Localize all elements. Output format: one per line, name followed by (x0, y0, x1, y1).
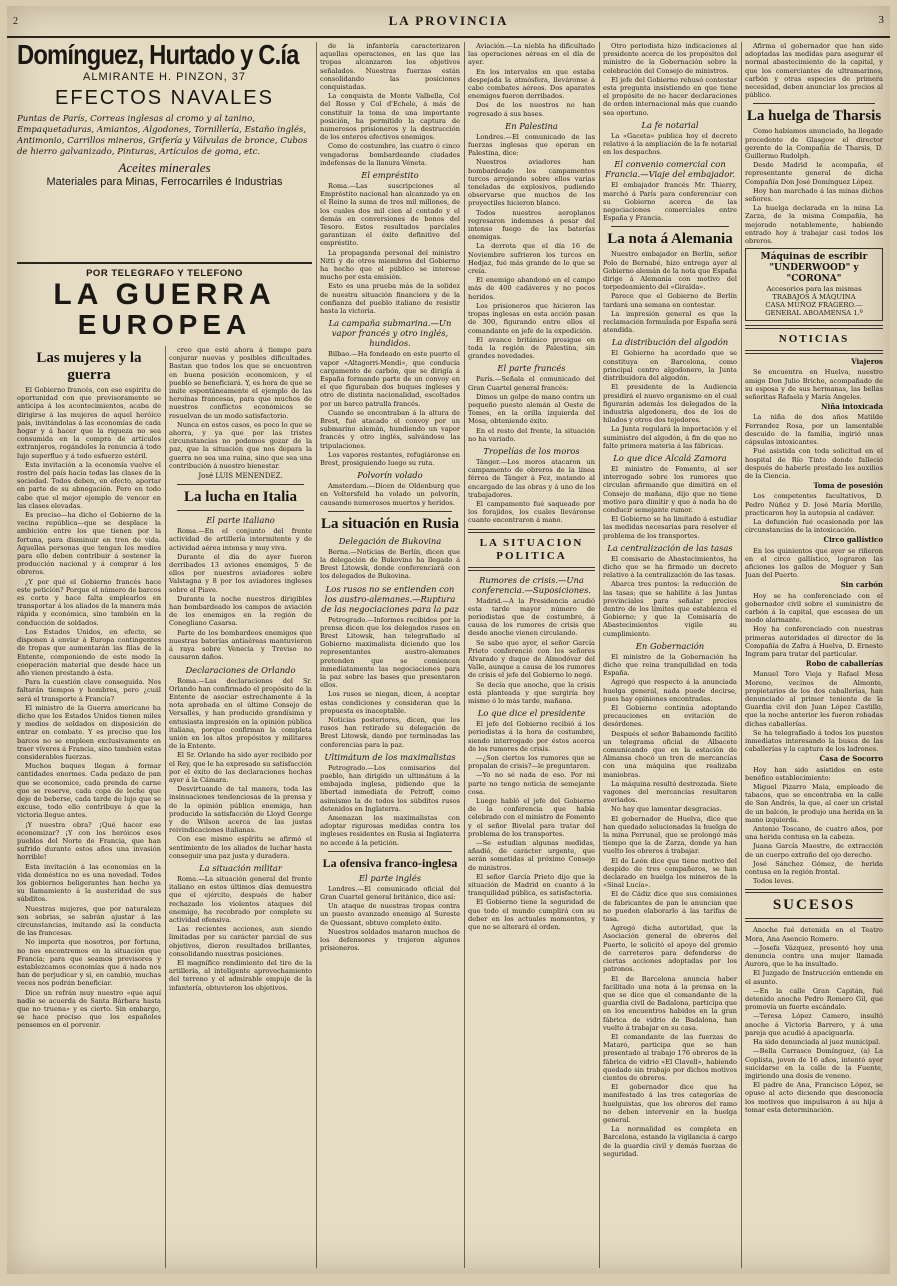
headline-nota-alemania: La nota á Alemania (607, 231, 733, 248)
subhead-convenio-comercial: El convenio comercial con Francia.—Viaje del embajador. (604, 159, 736, 180)
paragraph: El campamento fué saqueado por los forajidos, los cuales lleváronse cuanto encontraron á mano. (468, 499, 595, 525)
ad-box-line2: CASA MUÑOZ FRAGERO.—GENERAL ABOAMENSA 1.º (765, 301, 863, 318)
advertisement-dominguez-hurtado (17, 40, 312, 255)
banner-line-1: LA GUERRA (53, 278, 276, 311)
paragraph: Nuestros aviadores han bombardeado los campamentos turcos arrojando sobre ellos varias toneladas de explosivos, pudiendo observarse que muchos de los proyectiles hicieron blanco. (468, 158, 595, 208)
paragraph: El Gobierno francés, con ese espíritu de oportunidad con que previsoramente se anticipa á los acontecimientos, acaba de dirigirse á las mujeres de aquel heróico país, invitándolas á las economías de cada hogar y á hacer que la riqueza no sea consumida en la compra de artículos extranjeros, rogándoles la renuncia á todo lujo superfluo y á todo esfuerzo estéril. (17, 386, 161, 460)
subhead-campana-submarina: La campaña submarina.—Un vapor francés y otro inglés, hundidos. (328, 318, 452, 349)
paragraph: Después el señor Bahamonde facilitó un telegrama oficial de Albacete comunicando que en la estación de Almansa chocó un tren de mercancías con una máquina que realizaba maniobras. (603, 729, 737, 779)
separator (745, 350, 883, 354)
subhead-tasas: La centralización de las tasas (607, 542, 733, 553)
column-rule (599, 42, 600, 1268)
paragraph: Hoy han sido asistidos en este benéfico establecimiento: (745, 765, 883, 782)
headline-lucha-italia: La lucha en Italia (184, 489, 297, 506)
page-number-right: 3 (878, 14, 884, 26)
paragraph: Hoy se ha conferenciado con el gobernador civil sobre el suministro de carbón á la capital, que escasea de un modo alarmante. (745, 591, 883, 625)
banner-la-guerra-europea (17, 280, 312, 340)
subhead-casa-socorro: Casa de Socorro (819, 754, 883, 764)
column-rule (464, 42, 465, 1268)
paragraph: Parece que el Gobierno de Berlín tardará una semana en contestar. (603, 292, 737, 309)
paragraph: Todos leves. (753, 877, 794, 886)
paragraph: Como de costumbre, las cuatro ó cinco vengadoras bombardeando ciudades indefensas de la llanura Véneta. (320, 142, 460, 167)
paragraph: En los quinientos que ayer se riñeron en el circo gallístico, lograron las aficiones los gallos de Moguer y San Juan del Puerto. (745, 546, 883, 580)
paragraph: Fué asistida con toda solicitud en el hospital de Río Tinto donde falleció después de haberle prestado los auxilios de la Ciencia. (745, 447, 883, 480)
separator (745, 889, 883, 893)
paragraph: Nunca en estos casos, es poco lo que se ahorra, y ya que por las tristes circunstancias no podemos gozar de la paz, que la situación que nos depara la guerra no sea una ruina, sino que sea una contribución á nuestro bienestar. (169, 420, 312, 470)
paragraph: —Bella Carrasco Domínguez, (a) La Coplista, joven de 16 años, intentó ayer suicidarse en la calle de la Fuente, ingiriendo una dosis de veneno. (745, 1047, 883, 1080)
separator (468, 567, 595, 571)
paragraph: El gobernador de Huelva, dice que han quedado solucionadas la huelga de la mina Perrunal, que se prolongó más tiempo que la de Zarza, donde ya han vuelto los obreros á trabajar. (603, 814, 737, 856)
paragraph: El jefe del Gobierno recibió á los periodistas á la hora de costumbre, siendo interrogado por éstos acerca de los rumores de crisis. (468, 720, 595, 753)
advertisement-maquinas-escribir (745, 248, 883, 321)
headline-huelga-tharsis: La huelga de Tharsis (746, 108, 882, 125)
column-6 (745, 42, 883, 1270)
paragraph: El de Cádiz dice que sus comisiones de fabricantes de pan le anuncian que no pueden elaborarlo á las tarifas de tasa. (603, 890, 737, 924)
subhead-parte-italiano: El parte italiano (206, 515, 275, 526)
subhead-situacion-militar: La situación militar (199, 862, 282, 873)
paragraph: En el resto del frente, la situación no ha variado. (468, 426, 595, 443)
paragraph: Manuel Toro Vieja y Rafael Mesa Moreno, vecinos de Almonte, propietarios de los dos caballerías, han denunciado al primer teniente de la Guardia civil don Juan López Castillo, que la noche anterior les fueron robadas dichas caballerías. (745, 670, 883, 728)
subhead-ultimatum: Ultimátum de los maximalistas (324, 751, 456, 762)
subhead-fe-notarial: La fe notarial (641, 119, 699, 130)
paragraph: Los rusos se niegan, dicen, á aceptar estas condiciones y consideran que la propuesta es inaceptable. (320, 690, 460, 715)
paragraph: No hay que lamentar desgracias. (611, 805, 722, 814)
paragraph: El magnífico rendimiento del tiro de la artillería, al inteligente aprovechamiento del terreno y el admirable empuje de la infantería, obtuvieron los objetivos. (169, 959, 312, 992)
paragraph: El Gobierno tiene la seguridad de que todo el mundo cumplirá con su deber en los actuales momentos, y que no se alterará el orden. (468, 898, 595, 932)
article-body (17, 386, 161, 1030)
paragraph: —Se estudian algunas medidas, añadió, de carácter urgente, que serán sometidas al próximo Consejo de ministros. (468, 839, 595, 872)
paragraph: Los prisioneros que hicieron las tropas inglesas en esta acción pasan de 300, figurando entre ellos el comandante en jefe de la expedición. (468, 301, 595, 335)
paragraph: El Gobierno continúa adoptando precauciones en evitación de desórdenes. (603, 704, 737, 729)
paragraph: La huelga declarada en la mina La Zarza, de la misma Compañía, ha mejorado notablemente, habiendo entrado hoy á trabajar casi todos los obreros. (745, 204, 883, 246)
paragraph: La Junta regulará la importación y el suministro del algodón, á fin de que no falte primera materia á las fábricas. (603, 425, 737, 450)
paragraph: Roma.—Las suscripciones al Empréstito nacional han alcanzado ya en el Reino la suma de tres mil millones, de los cuales dos mil cien al contado y el demás en conversiones de bonos del Tesoro. Estos resultados parciales garantizan el éxito definitivo del empréstito. (320, 182, 460, 248)
column-rule (316, 42, 317, 1268)
paragraph: ¿Y por qué el Gobierno francés hace este petición? Porque el número de barcos es corto y hace falta emplearlos en transportar á los aliados de la manera más rápida y económica, sino también en la conducción de soldados. (17, 577, 161, 627)
paragraph: José Sánchez Gómez, de herida contusa en la región frontal. (745, 859, 883, 877)
paragraph: Miguel Pizarro Maia, empleado de tabacos, que se encontraba en la calle de San Andrés, la que, al caer un cristal de un balcón, le produjo una herida en la mano izquierda. (745, 783, 883, 824)
paragraph: La «Gaceta» publica hoy el decreto relativo á la ampliación de la fe notarial en los despachos. (603, 131, 737, 157)
paragraph: El padre de Ana, Francisco López, se opuso al acto diciendo que desconocía los motivos que impulsaron á su hija á tomar esta determinación. (745, 1081, 883, 1114)
paragraph: Nuestros soldados mataron muchos de los defensores y trajeron algunos prisioneros. (320, 927, 460, 953)
column-2 (169, 346, 312, 1270)
paragraph: Otro periodista hizo indicaciones al presidente acerca de los propósitos del ministro de la Gobernación sobre la celebración del Consejo de ministros. (603, 42, 737, 75)
paragraph: Bilbao.—Ha fondeado en este puerto el vapor «Altagorri-Mendi», que conducía cargamento de carbón, que se dirigía á España formando parte de un convoy en el que figuraban dos buques ingleses y otro de distinta nacionalidad, escoltados por un barco patrulla francés. (320, 350, 460, 408)
column-5 (603, 42, 737, 1270)
separator (328, 511, 452, 512)
ad-box-sub: Accesorios para las mismas (766, 285, 862, 294)
paragraph: El jefe del Gobierno rehusó contestar esta pregunta insistiendo en que tiene el propósito de no hacer declaraciones de orden internacional más que cuando sea oportuno. (603, 75, 737, 117)
page-number-left: 2 (13, 16, 18, 27)
newspaper-title: LA PROVINCIA (388, 13, 509, 28)
paragraph: Los competentes facultativos, D. Pedro Núñez y D. José María Morillo, practicaron hoy la autopsia al cadáver. (745, 492, 883, 517)
paragraph: Los Estados Unidos, en efecto, se disponen á enviar á Europa contingentes de tropas que aumentarán las filas de la Entente, componiendo de este modo la cooperación material que desde hace un año vienen prestando á ésta. (17, 627, 161, 677)
paragraph: Roma.—En el conjunto del frente actividad de artillería intermitente y de actividad aérea intensa y muy viva. (169, 527, 312, 552)
paragraph: Cuando se encontraban á la altura de Brest, fué atacado el convoy por un submarino alemán, hundiendo un vapor francés y otro inglés, salvándose las tripulaciones. (320, 408, 460, 450)
paragraph: ¡Y nuestra obra? ¡Qué hacer ese economizar? ¡Y con los heróicos esos pueblos del Norte de Francia, que han sufrido durante estos años una invasión horrible! (17, 820, 161, 862)
section-label-telegrafo: POR TELEGRAFO Y TELEFONO (17, 262, 312, 279)
subhead-parte-frances: El parte francés (497, 363, 566, 374)
paragraph: Noticias posteriores, dicen, que los rusos han retirado su delegación de Brest Litowsk, dando por terminadas las conferencias para la paz. (320, 716, 460, 749)
paragraph: creo que esté ahora á tiempo para conjurar nuevas y posibles dificultades. Bastan que todos los que se encuentren en buena posición economicen, y el pueblo se beneficiará. Y, es hora de que se imite espontáneamente el ejemplo de las heroínas francesas, para que muchos de nuestros conflictos económicos se resuelvan de un modo satisfactorio. (169, 346, 312, 420)
paragraph: Durante la noche nuestros dirigibles han bombardeado los campos de aviación de los enemigos en la región de Conegliano Casarsa. (169, 594, 312, 628)
paragraph: El Juzgado de Instrucción entiende en el asunto. (745, 969, 883, 986)
paragraph: El de Barcelona anuncia haber facilitado una nota á la prensa en la que se dice que el comandante de la guardia civil de Badalona, participa que en los encuentros habidos en la gran fábrica de vidrio de Badalona, han vuelto á trabajar en su casa. (603, 974, 737, 1032)
headline-situacion-rusia: La situación en Rusia (321, 515, 459, 532)
paragraph: Roma.—Las declaraciones del Sr. Orlando han confirmado el propósito de la Entente de asociar estrechamente á la nota aprobada en el último Consejo de Versalles, y han producido grandísima y entusiasta impresión en la opinión pública italiana, porque confirman la completa unión en los altos propósitos y militares de la Entente. (169, 676, 312, 751)
paragraph: Agregó dicha autoridad, que la Asociación general de obreros del Puerto, le solicitó el apoyo del gremio de carreteros para defenderse de ciertas acciones adoptadas por los patronos. (603, 924, 737, 974)
column-rule (741, 42, 742, 1268)
subhead-viajeros: Viajeros (851, 357, 883, 367)
paragraph: Es preciso—ha dicho el Gobierno de la vecina república—que se desplace la ambición entre los que tienen por la fortuna, para disminuir en tren de vida. Aquellas personas que tengan los medios para ello deben contribuir á sostener la producción nacional y á comprar á los obreros. (17, 511, 161, 577)
column-rule (165, 346, 166, 1268)
paragraph: El comandante de las fuerzas de Mataró, participa que se han presentado al trabajo 176 obreros de la fábrica de vidrio «El Clavell», habiendo quedado sin trabajo por dichos motivos cientos de obreros. (603, 1032, 737, 1082)
paragraph: Amsterdam.—Dicen de Oldenburg que en Voltersfeld ha volado un polvorín, causando numerosos muertos y heridos. (320, 482, 460, 507)
paragraph: Antonio Toscano, de cuatro años, por una herida contusa en la cabeza. (745, 825, 883, 842)
paragraph: Luego habló el jefe del Gobierno de la conferencia que había celebrado con el ministro de Fomento y el señor Bivelal para tratar del problema de los transportes. (468, 797, 595, 838)
column-1 (17, 346, 161, 1270)
paragraph: Parte de los bombardeos enemigos que nuestras baterías antiaéreas mantuvieron á raya sobre Venecia y Treviso no causaron daños. (169, 628, 312, 662)
ad-materiales: Materiales para Minas, Ferrocarriles é Industrias (46, 176, 283, 188)
separator (468, 529, 595, 533)
paragraph: Dos de los nuestros no han regresado á sus bases. (468, 101, 595, 118)
paragraph: Un ataque de nuestras tropas contra un puesto avanzado enemigo al Sureste de Quessant, obtuvo completo éxito. (320, 902, 460, 927)
headline-sucesos: SUCESOS (772, 897, 856, 914)
paragraph: Juana García Maestre, de extracción de un cuerpo extraño del ojo derecho. (745, 842, 883, 859)
paragraph: Con ese mismo espíritu se afirmó el sentimiento de los aliados de luchar hasta conseguir una paz justa y duradera. (169, 835, 312, 860)
subhead-rumores-crisis: Rumores de crisis.—Una conferencia.—Suposiciones. (471, 574, 592, 595)
ad-aceites: Aceites minerales (118, 160, 211, 175)
subhead-tropelias-moros: Tropelías de los moros (483, 445, 580, 456)
subhead-rusos: Los rusos no se entienden con los austro-alemanes.—Ruptura de las negociaciones para la paz (321, 583, 459, 614)
paragraph: La defunción fué ocasionada por las circunstancias de la intoxicación. (745, 517, 883, 535)
paragraph: Londres.—El comunicado oficial del Gran Cuartel general británico, dice así: (320, 884, 460, 902)
ad-box-title: Máquinas de escribir "UNDERWOOD" y "CORONA" (760, 252, 868, 285)
paragraph: La propaganda personal del ministro Nitti y de otros miembros del Gobierno ha hecho que el público se interese mucho por esta emisión. (320, 248, 460, 282)
paragraph: El Gobierno ha acordado que se constituya en Barcelona, como principal centro algodonero, la Junta distribuidora del algodón. (603, 349, 737, 383)
paragraph: Hoy ha conferenciado con nuestras primeras autoridades el director de la Compañía de Zafra á Huelva, D. Ernesto Ingram para tratar del particular. (745, 625, 883, 658)
paragraph: Tánger.—Los moros atacaron un campamento de obreros de la línea férrea de Tánger á Fez, matando al encargado de las obras y á uno de los trabajadores. (468, 457, 595, 499)
paragraph: Durante el día de ayer fueron derribados 13 aviones enemigos, 5 de ellos por nuestros aviadores sobre Valstagna y 8 por los aviadores ingleses sobre el Piave. (169, 552, 312, 594)
paragraph: Esto es una prueba más de la solidez de nuestra situación financiera y de la confianza del pueblo italiano de resistir hasta la victoria. (320, 282, 460, 316)
paragraph: El ministro de la Gobernación ha dicho que reina tranquilidad en toda España. (603, 652, 737, 678)
paragraph: La niña de dos años Matilde Ferrandez Rosa, por un lamentable descuido de la familia, ingirió unas cápsulas intoxicantes. (745, 413, 883, 447)
paragraph: Desde Madrid le acompaña, el representante general de dicha Compañía Don José Domínguez López. (745, 161, 883, 186)
paragraph: Se decía que anoche, que la crisis está planteada y que surgiría hoy mismo ó lo más tarde, mañana. (468, 680, 595, 705)
subhead-gobernacion: En Gobernación (635, 640, 705, 651)
paragraph: —Josefa Vázquez, presentó hoy una denuncia contra una mujer llamada Aurora, que le ha insultado. (745, 943, 883, 969)
paragraph: Dimos un golpe de mano contra un pequeño puesto alemán al Oeste de Tomes, en la orilla izquierda del Mosa, obteniendo éxito. (468, 392, 595, 426)
paragraph: Ha sido denunciada al juez municipal. (753, 1038, 881, 1047)
signature: José LUIS MENENDEZ. (198, 472, 283, 481)
paragraph: Los vapores restantes, refugiáronse en Brest, prosiguiendo luego su ruta. (320, 450, 460, 467)
separator (745, 325, 883, 329)
paragraph: Se ha telegrafiado á todos los puestos inmediatos interesando la busca de las caballerías y la captura de los ladrones. (745, 728, 883, 754)
paragraph: —¿Son ciertos los rumores que se propalan de crisis?—le preguntaron. (468, 754, 595, 771)
paragraph: El presidente de la Audiencia presidirá el nuevo organismo en el cual figurarán además los delegados de la industria algodonera, dos de los de hilados y otros dos tejedores. (603, 383, 737, 425)
paragraph: La máquina resultó destrozada. Siete vagones del mercancías resultaron averiados. (603, 779, 737, 805)
headline-situacion-politica: LA SITUACION POLITICA (479, 536, 584, 562)
paragraph: La impresión general es que la reclamación formulada por España será atendida. (603, 309, 737, 335)
subhead-orlando: Declaraciones de Orlando (185, 664, 296, 675)
paragraph: Petrogrado.—Los comisarios del pueblo, han dirigido un ultimátum á la embajada inglesa, pidiendo que la libertad inmediata de Petroff, como asimismo la de todos los súbditos rusos detenidos en Inglaterra. (320, 763, 460, 813)
paragraph: Como habíamos anunciado, ha llegado procedente de Glasgow el director gerente de la Compañía de Tharsis, D. Guillermo Rudolph. (745, 127, 883, 161)
paragraph: Muchos buques llegan á formar cantidades enormes. Cada pedazo de pan que se economice, cada prenda de carne que se reserve, cada copa de leche que deje de beberse, cada tarde de lujo que se excuse, todo ello contribuye á que la victoria llegue antes. (17, 762, 161, 820)
subhead-parte-ingles: El parte inglés (358, 872, 422, 883)
paragraph: No importa que nosotros, por fortuna, no nos encontremos en la situación que Francia; para que seamos previsores y establezcamos economías que á nada nos han de perjudicar y si, en cambio, muchas veces nos podrán beneficiar. (17, 938, 161, 988)
paragraph: Aviación.—La niebla ha dificultado las operaciones aéreas en el día de ayer. (468, 42, 595, 67)
paragraph: El comisario de Abastecimientos, ha dicho que se ha firmado un decreto relativo á la centralización de las tasas. (603, 554, 737, 580)
subhead-polvorin: Polvorín volado (357, 470, 423, 481)
paragraph: Esta invitación á las economías en la vida doméstica no es una novedad. Todos los gobiernos beligerantes han hecho ya su llamamiento á la austeridad de sus súbditos. (17, 862, 161, 904)
paragraph: Londres.—El comunicado de las fuerzas inglesas que operan en Palestina, dice: (468, 132, 595, 158)
headline-ofensiva: La ofensiva franco-inglesa (322, 855, 458, 870)
paragraph: Nuestras mujeres, que por naturaleza son sobrias, se sabrán ajustar á las circunstancias, imitando así la conducta de las francesas. (17, 904, 161, 938)
paragraph: El gobernador dice que ha manifestado á las tres categorías de huelguistas, que los obreros del ramo no deben intervenir en la huelga general. (603, 1083, 737, 1124)
ad-headline: EFECTOS NAVALES (55, 87, 274, 109)
masthead (7, 8, 890, 38)
subhead-emprestito: El empréstito (361, 170, 419, 181)
subhead-sin-carbon: Sin carbón (840, 580, 883, 590)
paragraph: El embajador francés Mr. Thierry, marchó á París para conferenciar con su Gobierno acerca de las negociaciones comerciales entre España y Francia. (603, 181, 737, 223)
subhead-robo-caballerias: Robo de caballerías (805, 659, 883, 669)
paragraph: En los intervalos en que estaba despejada la atmósfera, lleváronse á cabo combates aéreos. Dos aparatos enemigos fueron derribados. (468, 67, 595, 101)
subhead-palestina: En Palestina (505, 120, 558, 131)
separator (611, 226, 729, 227)
paragraph: El Gobierno se ha limitado á estudiar las medidas necesarias para resolver el problema de los transportes. (603, 515, 737, 540)
subhead-circo-gallistico: Circo gallístico (823, 535, 883, 545)
ad-address: ALMIRANTE H. PINZON, 37 (83, 71, 246, 83)
paragraph: Nuestro embajador en Berlín, señor Polo de Bernabé, hizo entrega ayer al Gobierno alemán de la nota que España dirige á Alemania con motivo del torpedeamiento del «Giralda». (603, 250, 737, 292)
subhead-toma-posesion: Toma de posesión (813, 481, 883, 491)
paragraph: El avance británico prosigue en toda la región de Palestina, sin grandes novedades. (468, 335, 595, 361)
paragraph: París.—Señala el comunicado del Gran Cuartel general francés: (468, 375, 595, 392)
paragraph: Afirma el gobernador que han sido adoptadas las medidas para asegurar el normal abastecimiento de la capital, y que los comerciantes de ultramarinos, carbón y otras especies de primera necesidad, deben anunciar los precios al público. (745, 42, 883, 100)
paragraph: Berna.—Noticias de Berlín, dicen que la delegación de Bukovina ha llegado á Brest Litowsk, donde conferenciará con los delegados de Bukovina. (320, 547, 460, 581)
paragraph: El ministro de Fomento, al ser interrogado sobre los rumores que circulan afirmando que dimitirá en el Consejo de mañana, dijo que no tiene motivo para dimitir y que á nada ha de conducir semejante rumor. (603, 464, 737, 514)
paragraph: El Sr. Orlando ha sido ayer recibido por el Rey, que le ha expresado su satisfacción por el éxito de las declaraciones hechas ayer á la Cámara. (169, 751, 312, 784)
paragraph: Roma.—La situación general del frente italiano en estos últimos días demuestra que el ejército, después de haber rechazado los violentos ataques del enemigo, ha recobrado por completo su actividad ofensiva. (169, 874, 312, 924)
paragraph: Madrid.—A la Presidencia acudió esta tarde mayor número de periodistas que de costumbre, á causa de los rumores de crisis que desde anoche vienen circulando. (468, 596, 595, 638)
subhead-nina-intoxicada: Niña intoxicada (821, 402, 883, 412)
column-3 (320, 42, 460, 1270)
paragraph: Abarca tres puntos: la reducción de las tasas; que se habilite á las Juntas provinciales para señalar precios dentro de los límites que establezca el Gobierno; y que la Comisaría de Abastecimientos vigile su cumplimiento. (603, 580, 737, 638)
subhead-presidente: Lo que dice el presidente (477, 708, 586, 719)
paragraph: Las recientes acciones, aun siendo limitadas por su carácter parcial de sus objetivos, dieron resultados brillantes, consolidando nuestras posiciones. (169, 925, 312, 958)
subhead-algodon: La distribución del algodón (611, 337, 729, 348)
paragraph: La derrota que el día 16 de Noviembre sufrieron los turcos en Hedjaz, fué más grande de lo que se creía. (468, 242, 595, 276)
paragraph: Anoche fué detenida en el Teatro Mora, Ana Asencio Romero. (745, 926, 883, 943)
newspaper-page (7, 6, 890, 1274)
ad-firm-name: Domínguez, Hurtado y C.ía (17, 40, 299, 70)
paragraph: Se sabe que ayer, el señor García Prieto conferenció con los señores Alvarado y duque de Almodóvar del Valle, aunque a causa de los rumores de crisis el jefe del Gobierno lo negó. (468, 638, 595, 680)
paragraph: —Yo no sé nada de eso. Por mi parte no tengo noticia de semejante cosa. (468, 771, 595, 796)
separator (753, 103, 875, 104)
paragraph: —Teresa López Camero, insultó anoche á Victoria Barrero, y á una pareja que acudió á apaciguarla. (745, 1012, 883, 1037)
paragraph: Desvirtuando de tal manera, toda las insinuaciones tendenciosas de la prensa y de la opinión pública enemiga, han producido la satisfacción de Lloyd George y de Wilson acerca de las justas reivindicaciones italianas. (169, 785, 312, 835)
separator (177, 510, 304, 511)
paragraph: El de León dice que tiene motivo del despido de tres compañeros, se han declarado en huelga los mineros de la «Sinal Lucía». (603, 856, 737, 890)
paragraph: Todos nuestros aeroplanos regresaron indemnes á pesar del intenso fuego de las baterías enemigas. (468, 208, 595, 242)
paragraph: La normalidad es completa en Barcelona, estando la vigilancia á cargo de la guardia civil y demás fuerzas de seguridad. (603, 1125, 737, 1158)
paragraph: El señor García Prieto dijo que la situación de Madrid en cuanto á la tranquilidad pública, es satisfactoria. (468, 872, 595, 898)
separator (177, 484, 304, 485)
paragraph: Amenazan los maximalistas con adoptar rigurosas medidas contra los ingleses residentes en Rusia si Inglaterra no accede á la petición. (320, 814, 460, 847)
paragraph: Petrogrado.—Informes recibidos por la prensa dicen que los delegados rusos en Brest Litowsk, han telegrafiado al Gobierno maximalista diciendo que los representantes austro-alemanes pretenden que se comiencen inmediatamente las negociaciones para la paz sobre las bases que presentaron ellos. (320, 615, 460, 690)
separator (328, 851, 452, 852)
headline-las-mujeres: Las mujeres y la guerra (36, 350, 142, 383)
headline-noticias: NOTICIAS (778, 333, 850, 346)
paragraph: El ministro de la Guerra americano ha dicho que los Estados Unidos tienen miles y medios de soldados en disposición de entrar en combate. Y es preciso que los barcos no se empleen exclusivamente en traer víveres á Francia, sino también estas considerables fuerzas. (17, 703, 161, 761)
paragraph: La conquista de Monte Valbella, Col del Rosso y Col d'Echele, á más de constituir la toma de una importante posición, ha permitido la captura de numerosos prisioneros y la destrucción de los enteros efectivos enemigos. (320, 92, 460, 142)
paragraph: Dice un refrán muy nuestro «que aquí nadie se acuerda de Santa Bárbara hasta que no truena» y es cierto. Sin embargo, se hace preciso que los españoles pensemos en el porvenir. (17, 988, 161, 1030)
ad-box-line1: TRABAJOS Á MÁQUINA (772, 293, 856, 302)
paragraph: Esta invitación a la economía vuelve el rostro del país hacia todas las clases de la sociedad. Todos deben, en efecto, aportar en parte de su abnegación. Pero en todo cabe que el mejor ejemplo de vencer en las clases elevadas. (17, 460, 161, 510)
ad-items: Puntas de París, Correas inglesas al cromo y al tanino, Empaquetaduras, Amiantos, Algodones, Tornillería, Estaño inglés, Antimonio, Carrillos mineros, Grifería y Válvulas de bronce, Cubos de hierro galvanizado, Pinturas, Artículos de goma, etc. (17, 114, 308, 157)
paragraph: Para la cuestión clave conseguida. Nos faltarán tiempos y hombres, pero ¿cuál será el transporte á Francia? (17, 678, 161, 703)
paragraph: —En la calle Gran Capitán, fué detenido anoche Pedro Romero Gil, que promovía un fuerte escándalo. (745, 986, 883, 1012)
separator (745, 918, 883, 922)
column-4 (468, 42, 595, 1270)
paragraph: Agregó que respecto á la anunciada huelga general, nada puede decirse, pues hay opiniones encontradas. (603, 678, 737, 703)
subhead-alcala-zamora: Lo que dice Alcalá Zamora (613, 452, 727, 463)
subhead-bukovina: Delegación de Bukovina (338, 535, 442, 546)
paragraph: Hoy han marchado á las minas dichos señores. (745, 186, 883, 204)
banner-line-2: EUROPEA (77, 309, 252, 340)
paragraph: Se encuentra en Huelva, nuestro amigo Don Julio Briche, acompañado de su esposa y de sus hermanas, las bellas señoritas Rafaela y María Angeles. (745, 368, 883, 402)
paragraph: El enemigo abandonó en el campo más de 400 cadáveres y no pocos heridos. (468, 276, 595, 301)
paragraph: de la infantería caracterizaron aquellas operaciones, en las que las tropas alcanzaron los objetivos señalados. Nuestras fuerzas están consolidando las posiciones conquistadas. (320, 42, 460, 92)
